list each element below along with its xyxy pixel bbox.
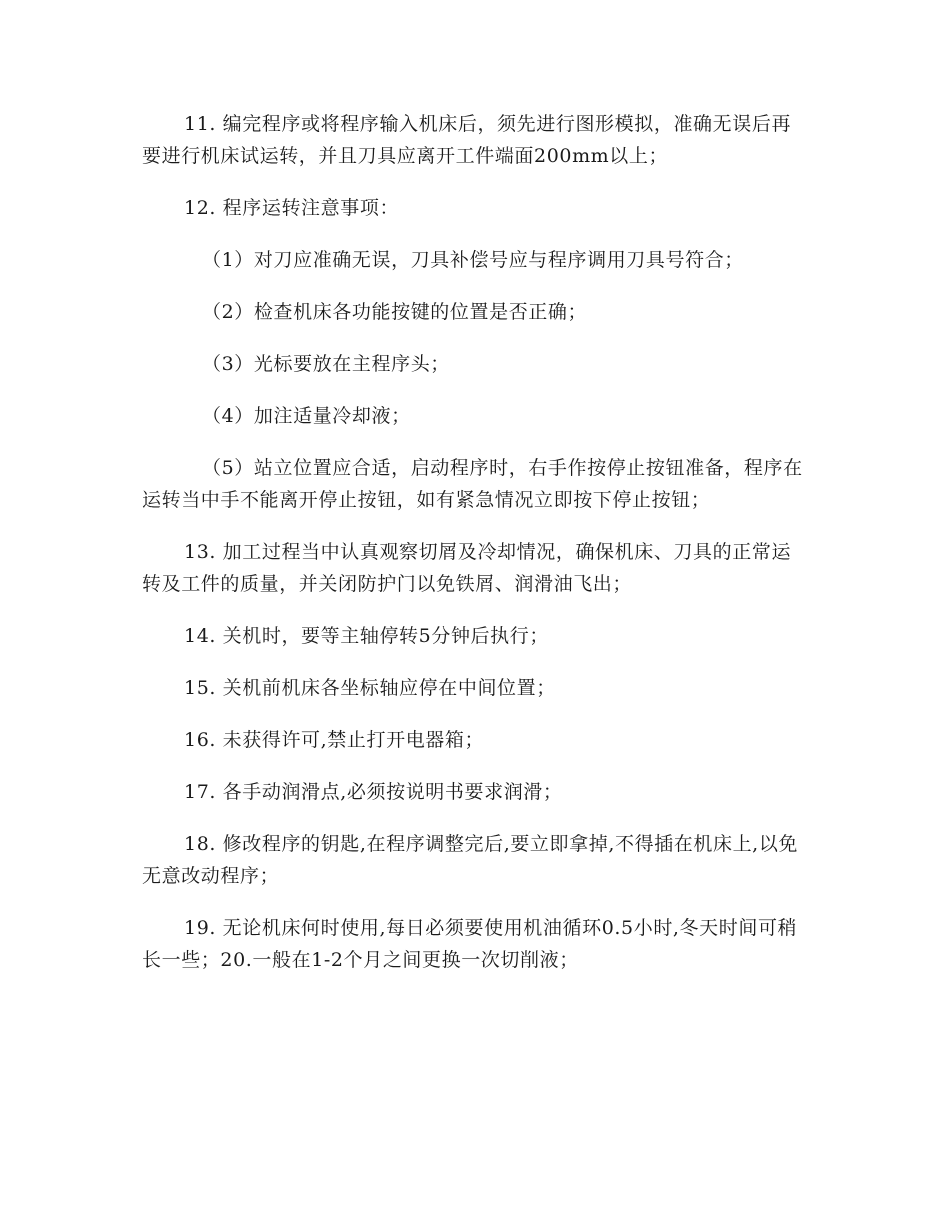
- paragraph-item-18: 18. 修改程序的钥匙,在程序调整完后,要立即拿掉,不得插在机床上,以免无意改动程序；: [142, 833, 799, 887]
- paragraph-item-16: 16. 未获得许可,禁止打开电器箱；: [184, 729, 485, 751]
- sub-item-5: （5）站立位置应合适，启动程序时，右手作按停止按钮准备，程序在运转当中手不能离开停止按钮，如有紧急情况立即按下停止按钮；: [142, 457, 803, 511]
- paragraph-item-13: 13. 加工过程当中认真观察切屑及冷却情况，确保机床、刀具的正常运转及工件的质量，并关闭防护门以免铁屑、润滑油飞出；: [142, 541, 792, 595]
- paragraph-item-14: 14. 关机时，要等主轴停转5分钟后执行；: [184, 625, 549, 647]
- paragraph-item-17: 17. 各手动润滑点,必须按说明书要求润滑；: [184, 781, 563, 803]
- sub-item-3: （3）光标要放在主程序头；: [202, 353, 450, 375]
- paragraph-item-15: 15. 关机前机床各坐标轴应停在中间位置；: [184, 677, 556, 699]
- document-body: [142, 108, 808, 996]
- paragraph-item-12: 12. 程序运转注意事项：: [184, 197, 400, 219]
- sub-item-4: （4）加注适量冷却液；: [202, 405, 411, 427]
- sub-item-1: （1）对刀应准确无误，刀具补偿号应与程序调用刀具号符合；: [202, 249, 744, 271]
- paragraph-item-19: 19. 无论机床何时使用,每日必须要使用机油循环0.5小时,冬天时间可稍长一些；20.一般在1-2个月之间更换一次切削液；: [142, 917, 798, 971]
- sub-item-2: （2）检查机床各功能按键的位置是否正确；: [202, 301, 588, 323]
- paragraph-item-11: 11. 编完程序或将程序输入机床后，须先进行图形模拟，准确无误后再要进行机床试运转，并且刀具应离开工件端面200mm以上；: [142, 113, 792, 167]
